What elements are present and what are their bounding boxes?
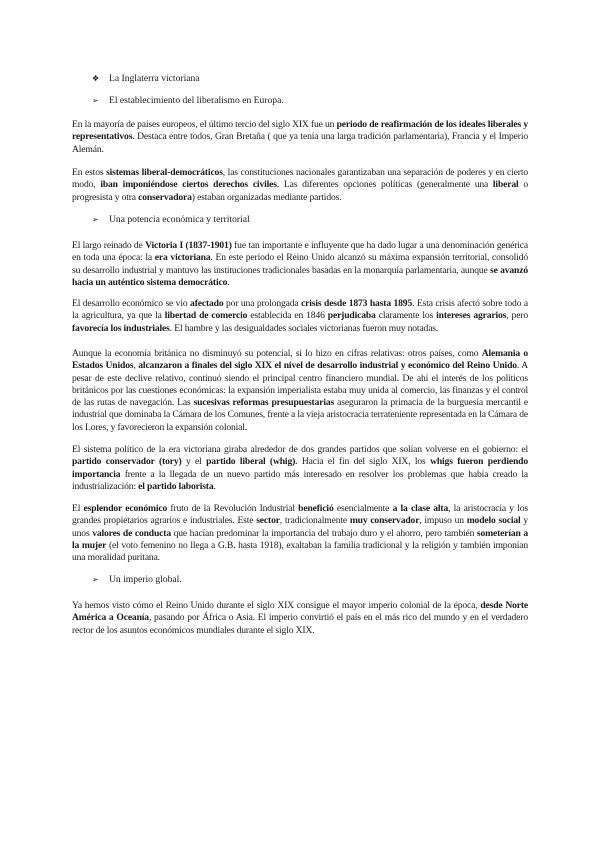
text-run: El sistema político de la era victoriana giraba alrededor de dos grandes partidos que solían volverse en el gobierno: el	[72, 444, 528, 455]
heading-bullet	[72, 73, 528, 85]
subheading-potencia-economica: Una potencia económica y territorial	[109, 214, 250, 225]
bold-text-run: sector	[256, 515, 280, 527]
bold-text-run: benefició	[298, 503, 334, 514]
text-run: , pero	[506, 310, 528, 322]
text-run: . Hacia el fin del siglo XIX, los	[295, 456, 431, 468]
bold-text-run: muy conservador	[349, 515, 420, 527]
text-run: o progresista y otra	[72, 179, 528, 203]
arrow-bullet-icon: ➢	[92, 575, 99, 584]
paragraph-1	[72, 119, 528, 156]
bold-text-run: liberal	[492, 179, 519, 191]
paragraph-4	[72, 298, 528, 335]
text-run: , tradicionalmente	[279, 515, 350, 527]
text-run: fruto de la Revolución Industrial	[167, 503, 299, 514]
bold-text-run: intereses agrarios	[436, 310, 507, 322]
subheading-imperio-global: Un imperio global.	[109, 574, 182, 585]
heading-la-inglaterra-victoriana: La Inglaterra victoriana	[109, 73, 200, 84]
text-run: El desarrollo económico se vio	[72, 298, 191, 309]
text-run: , las constituciones nacionales garantizaban una separación de poderes y en cierto modo,	[72, 167, 529, 191]
bold-text-run: se avanzó hacia un auténtico sistema democrático	[72, 264, 528, 288]
bold-text-run: partido conservador (tory)	[72, 456, 182, 468]
diamond-bullet-icon: ❖	[92, 74, 100, 83]
text-run: En estos	[72, 167, 107, 178]
text-run: .	[227, 276, 230, 288]
text-run: Ya hemos visto cómo el Reino Unido durante el siglo XIX consigue el mayor imperio colonial de la época,	[72, 600, 481, 611]
text-run: esencialmente	[333, 503, 393, 514]
text-run: claramente los	[375, 310, 437, 322]
subheading-liberalismo: El establecimiento del liberalismo en Europa.	[109, 95, 284, 106]
text-run: , impuso un	[419, 515, 467, 527]
bold-text-run: libertad de comercio	[164, 310, 248, 322]
text-run: . Esta crisis afectó sobre todo a la agricultura, ya que la	[72, 298, 528, 322]
text-run: que hacían predominar la importancia del trabajo duro y el ahorro, pero también	[170, 527, 477, 539]
bold-text-run: el partido laborista	[138, 480, 214, 492]
bold-text-run: periodo de reafirmación de los ideales liberales y representativos	[72, 119, 528, 143]
text-run: Aunque la economía británica no disminuyó su potencial, si lo hizo en cifras relativas: otros países, como	[72, 348, 482, 359]
arrow-bullet-icon: ➢	[92, 215, 99, 224]
text-run: , pasando por África o Asia. El imperio convirtió el país en el más rico del mundo y en el verdadero rector de los asuntos económicos mundiales durante el siglo XIX.	[72, 612, 528, 636]
paragraph-8	[72, 600, 528, 637]
bold-text-run: Alemania o Estados Unidos	[72, 348, 528, 372]
paragraph-7	[72, 503, 528, 564]
bold-text-run: a la clase alta	[392, 503, 449, 514]
bold-text-run: crisis desde 1873 hasta 1895	[301, 298, 413, 309]
subheading-bullet	[72, 95, 528, 107]
text-run: . El hambre y las desigualdades sociales victorianas fueron muy notadas.	[169, 322, 439, 334]
paragraph-2	[72, 167, 528, 204]
arrow-bullet-icon: ➢	[92, 96, 99, 105]
paragraph-6	[72, 444, 528, 493]
bold-text-run: Victoria I (1837-1901)	[145, 240, 232, 251]
text-run: ) estaban organizadas mediante partidos.	[191, 191, 342, 203]
text-run: ,	[133, 360, 139, 372]
bold-text-run: alcanzaron a finales del siglo XIX el nivel de desarrollo industrial y económico del Reino Unido	[138, 360, 517, 372]
text-run: . A pesar de este declive relativo, continuó siendo el principal centro financiero mundial. De ahí el interés de los políticos británicos por las cuestiones económicas: la expansión imperialista estaba muy unida al comercio, las finanzas y el control de las rutas de navegación. Las	[72, 360, 528, 409]
text-run: , la aristocracia y los grandes propietarios agrarios e industriales. Este	[72, 503, 528, 527]
bold-text-run: sistemas liberal-democráticos	[106, 167, 223, 178]
bold-text-run: perjudicaba	[327, 310, 376, 322]
bold-text-run: conservadora	[138, 191, 192, 203]
bold-text-run: someterían a la mujer	[72, 527, 529, 551]
text-run: En la mayoría de países europeos, el último tercio del siglo XIX fue un	[72, 119, 337, 130]
text-run: El largo reinado de	[72, 240, 146, 251]
text-run: .	[213, 480, 216, 492]
text-run: aseguraron la primacía de la burguesía mercantil e industrial que dominaba la Cámara de los Comunes, frente a la vieja aristocracia terrateniente representada en la Cámara de los Lores, y favorecieron la expansión colonial.	[72, 397, 528, 433]
bold-text-run: iban imponiéndose ciertos derechos civiles	[100, 179, 277, 191]
text-run: y el	[181, 456, 207, 468]
subheading-bullet	[72, 574, 528, 586]
text-run: . Destaca entre todos, Gran Bretaña ( que ya tenía una larga tradición parlamentaria), Francia y el Imperio Alemán.	[72, 131, 528, 155]
bold-text-run: era victoriana	[154, 252, 211, 264]
text-run: . Las diferentes opciones políticas (generalmente una	[276, 179, 493, 191]
bold-text-run: sucesivas reformas presupuestarias	[193, 397, 335, 409]
bold-text-run: modelo social	[466, 515, 521, 527]
text-run: . En este periodo el Reino Unido alcanzó su máxima expansión territorial, consolidó su desarrollo industrial y mantuvo las instituciones tradicionales basadas en la monarquía parlamentaria, aunque	[72, 252, 528, 276]
text-run: fue tan importante e influyente que ha dado lugar a una denominación genérica en toda una época: la	[72, 240, 528, 264]
bold-text-run: whigs fueron perdiendo importancia	[72, 456, 528, 480]
paragraph-5	[72, 348, 528, 434]
bold-text-run: afectado	[190, 298, 224, 309]
text-run: establecida en 1846	[247, 310, 328, 322]
text-run: El	[72, 503, 84, 514]
paragraph-3	[72, 240, 528, 289]
bold-text-run: esplendor económico	[83, 503, 168, 514]
bold-text-run: favorecía los industriales	[72, 322, 170, 334]
subheading-bullet	[72, 214, 528, 226]
text-run: (el voto femenino no llega a G.B. hasta 1918), exaltaban la familia tradicional y la religión y también imponían una moralidad puritana.	[72, 539, 529, 564]
bold-text-run: partido liberal (whig)	[206, 456, 296, 468]
bold-text-run: valores de conducta	[92, 527, 171, 539]
bold-text-run: desde Norte América a Oceanía	[72, 600, 529, 624]
text-run: y unos	[72, 515, 528, 539]
text-run: por una prolongada	[223, 298, 302, 309]
text-run: frente a la llegada de un nuevo partido más interesado en resolver los problemas que había creado la industrialización:	[72, 468, 528, 492]
